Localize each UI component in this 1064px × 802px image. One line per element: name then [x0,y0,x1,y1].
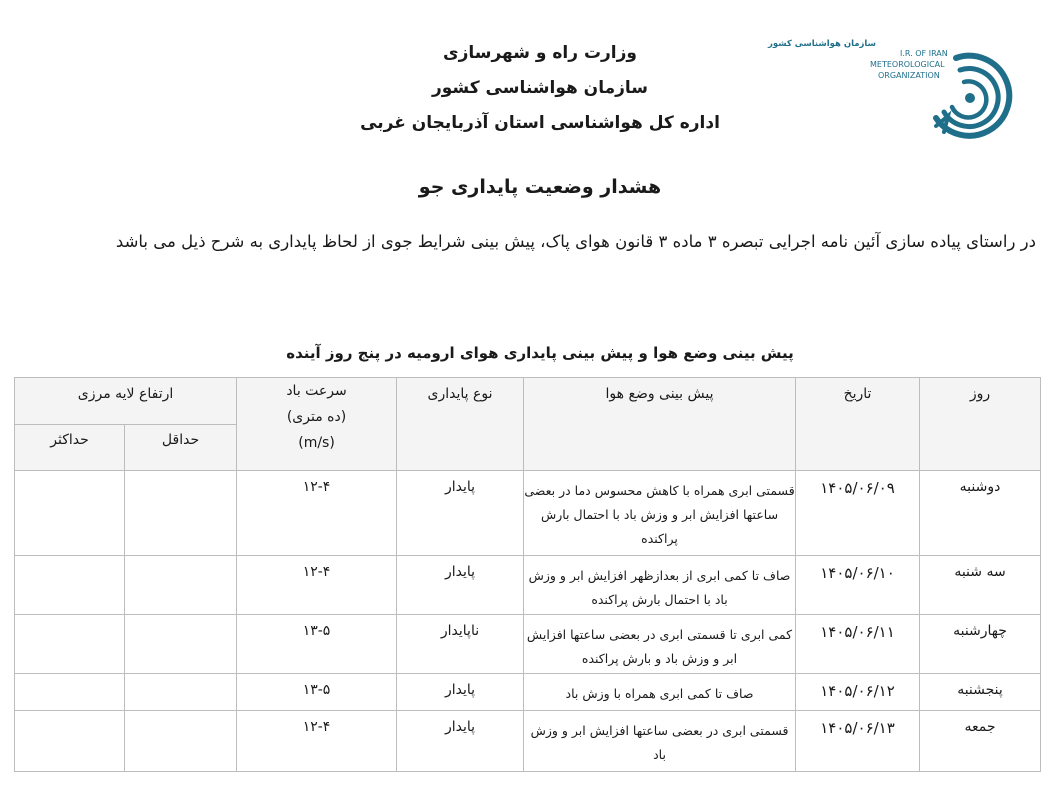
cell-stability: پایدار [397,556,524,615]
cell-stability: پایدار [397,674,524,711]
cell-day: دوشنبه [920,471,1041,556]
cell-min [125,556,237,615]
header-date: تاریخ [796,378,920,471]
organization-name: سازمان هواشناسی کشور [431,78,648,98]
cell-min [125,674,237,711]
table-row [15,615,1041,674]
table-row [15,556,1041,615]
cell-max [15,471,125,556]
cell-date: ۱۴۰۵/۰۶/۱۳ [796,711,920,772]
letterhead [300,36,780,141]
header-weather: پیش بینی وضع هوا [524,378,796,471]
cell-weather: صاف تا کمی ابری از بعدازظهر افزایش ابر و وزش باد با احتمال بارش پراکنده [524,556,796,615]
cell-min [125,711,237,772]
header-boundary-layer: ارتفاع لایه مرزی [15,378,237,425]
cell-weather: قسمتی ابری همراه با کاهش محسوس دما در بعضی ساعتها افزایش ابر و وزش باد با احتمال بارش پراکنده [524,471,796,556]
department-name: اداره کل هواشناسی استان آذربایجان غربی [360,113,720,133]
cell-weather: قسمتی ابری در بعضی ساعتها افزایش ابر و وزش باد [524,711,796,772]
cell-min [125,615,237,674]
ministry-name: وزارت راه و شهرسازی [442,43,637,63]
header-wind-line-1: سرعت باد [286,383,347,399]
cell-weather: کمی ابری تا قسمتی ابری در بعضی ساعتها افزایش ابر و وزش باد و بارش پراکنده [524,615,796,674]
header-wind-line-2: (ده متری) [286,409,347,425]
document-title: هشدار وضعیت پایداری جو [418,176,662,198]
cell-day: جمعه [920,711,1041,772]
header-day: روز [920,378,1041,471]
cell-day: سه شنبه [920,556,1041,615]
cell-max [15,556,125,615]
cell-stability: پایدار [397,471,524,556]
header-max: حداکثر [15,425,125,471]
cell-stability: پایدار [397,711,524,772]
cell-wind: ۱۳-۵ [237,674,397,711]
intro-paragraph: در راستای پیاده سازی آئین نامه اجرایی تبصره ۳ ماده ۳ قانون هوای پاک، پیش بینی شرایط جوی از لحاظ پایداری به شرح ذیل می باشد [115,232,1036,251]
header-min: حداقل [125,425,237,471]
cell-date: ۱۴۰۵/۰۶/۱۰ [796,556,920,615]
cell-wind: ۱۲-۴ [237,556,397,615]
logo-text-en-3: ORGANIZATION [878,71,940,80]
cell-wind: ۱۲-۴ [237,471,397,556]
cell-stability: ناپایدار [397,615,524,674]
header-wind-speed [237,378,397,471]
logo-text-en-2: METEOROLOGICAL [870,60,945,69]
table-row [15,711,1041,772]
table-row [15,471,1041,556]
header-stability: نوع پایداری [397,378,524,471]
cell-day: چهارشنبه [920,615,1041,674]
cell-date: ۱۴۰۵/۰۶/۱۲ [796,674,920,711]
logo-text-fa: سازمان هواشناسی کشور [767,39,876,49]
meteorological-organization-logo [767,36,1018,146]
cell-weather: صاف تا کمی ابری همراه با وزش باد [524,674,796,711]
cell-day: پنجشنبه [920,674,1041,711]
forecast-table [14,377,1041,772]
table-title: پیش بینی وضع هوا و پیش بینی پایداری هوای ارومیه در پنج روز آینده [286,344,794,362]
cell-date: ۱۴۰۵/۰۶/۰۹ [796,471,920,556]
cell-wind: ۱۳-۵ [237,615,397,674]
cell-max [15,615,125,674]
logo-text-en-1: I.R. OF IRAN [900,49,948,58]
cell-min [125,471,237,556]
cell-wind: ۱۲-۴ [237,711,397,772]
cell-date: ۱۴۰۵/۰۶/۱۱ [796,615,920,674]
cell-max [15,674,125,711]
table-row [15,674,1041,711]
cell-max [15,711,125,772]
header-wind-line-3: (m/s) [298,435,335,451]
